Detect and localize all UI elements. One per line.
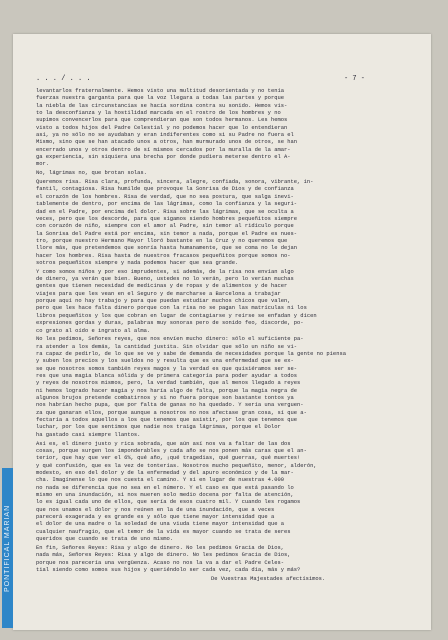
archive-stamp-label: PONTIFICAL MARIAN: [4, 504, 11, 592]
page-number: - 7 -: [344, 75, 366, 83]
signature-line: De Vuestras Majestades afectísimos.: [211, 575, 326, 583]
paragraph: No, lágrimas no, que brotan solas.: [36, 169, 147, 177]
letter-body: [36, 76, 366, 583]
continuation-mark: . . . / . . .: [36, 75, 91, 83]
paragraph: Y como somos niños y por eso imprudentes, si además, de la risa nos envían algo de dinero, ya verán que bien. Bueno, ustedes no lo verán, pero lo verían muchas gentes que tienen necesidad de medicinas y de ropas y de alimentos y de hacer viajes para que les vean en el Seguro y de marcharse a Barcelona a trabajar porque aquí no hay trabajo y para que puedan estudiar muchos chicos que valen, pero que les hace falta dinero porque con la risa no se pagan las matrículas ni los libros pequeñitos y los que cobran en lugar de contagiarse y reírse se enfadan y dicen expresiones gordas y duras, palabras muy sonoras pero de sonido feo, discorde, po- co grato al oído e ingrato al alma.: [36, 267, 317, 334]
paragraph: En fin, Señores Reyes: Risa y algo de dinero. No les pedimos Gracia de Dios, nada más, Señores Reyes: Risa y algo de dinero. No les pedimos Gracia de Dios, porque nos parecería una vergüenza. Acaso no nos la va a dar el Padre Celes- tial siendo como somos sus hijos y queriéndolo ser cada vez, cada día, más y más?: [36, 543, 301, 573]
paragraph: levantarlos fraternalmente. Hemos visto una multitud desorientada y no tenía fuerzas nuestra garganta para que la voz llegara a todas las partes y porque la niebla de las circunstancias se hacía sordina contra su sonido. Hemos vis- to la desconfianza y la hostilidad marcada en el rostro de los hombres y no supimos convencerlos para que comprendieran que son todos hermanos. Les hemos visto a todos hijos del Padre Celestial y no podemos hacer que lo entendieran así, ya no sólo no se ayudaban y eran indiferentes como si su Padre no fuera el Mismo, sino que se han atacado unos a otros, han murmurado unos de otros, se han encerrado unos y otros dentro de sí mismos cercados por la muralla de la amar- ga experiencia, sin siquiera una brecha por donde pudiera meterse dentro el A- mor.: [36, 87, 298, 168]
page-header: [36, 76, 366, 87]
paragraph: No les pedimos, Señores reyes, que nos envíen mucho dinero: sólo el suficiente pa- ra atender a los demás, la cantidad justita. Sin olvidar que sólo un niño se vi- ra capaz de pedirlo, de lo que se ve y sabe de demanda de necesidades porque la gente no piensa y suben los precios y los sueldos no y resulta que es una enfermedad que se ex- se que nosotros somos también reyes magos y la verdad es que quisiéramos ser se- res que una magia blanca sólida y de primera categoría para poder ayudar a todos y reyes de nosotros mismos, pero, la verdad también, que al menos llegado a reyes ni hemos logrado hacer magia y nos haría algo de falta, porque la magia negra de algunos brujos pretende combatirnos y si no fuera porque son bastante tontos ya nos habrían hecho pupa, que por falta de ganas no ha quedado. Y sería una verguen- za que ganaran ellos, porque aunque a nosotros no nos afectase gran cosa, sí que a- fectaría a todos aquellos a los que tenemos que asistir, por los que tenemos que luchar, por los que sentimos que nadie nos traiga lágrimas, porque el Dolor ha gastado casi siempre llantos.: [36, 335, 346, 438]
paragraph: Así es, el dinero justo y rica sobrada, que aún así nos va a faltar de las dos cosas, porque surgen los imponderables y cada año se nos ponen más caras que el an- terior, que hay que ver el 6%, qué año, ¡qué tragedias, qué guerras, qué muertes! y qué confusión, que es la vez de tonterías. Nosotros mucho pequeñito, menor, alderón, modesto, en eso del dolor y de la enfermedad y del apuro económico y de la mar- cha. Imagínense lo que nos cuesta el camino. Y si en lugar de nuestras 4.000 no nada se diferencia que no sea en el número. Y el caso es que está pasando lo mismo en una inundación, si nos mueren solo medio docena por falta de atención, lo es igual cada uno de ellos, que sería de esos cuatro mil. Y cuando les rogamos que nos unamos el dolor y nos reúnen en la de una inundación, que a veces parecerá exagerada y es grande es y sólo que tiene mayor intensidad que a el dolor de una madre o la soledad de una viuda tiene mayor intensidad que a cualquier naufragio, que el temor de la vida es mayor cuando se trata de seres queridos que cuando se trata de uno mismo.: [36, 439, 317, 543]
paragraph: Queremos risa. Risa clara, profunda, sincera, alegre, confiada, sonora, vibrante, in- fantil, contagiosa. Risa humilde que provoque la Sonrisa de Dios y de confianza el corazón de los hombres. Risa de verdad, que no sea postura, que salga inevi- tablemente de dentro, por encima de las lágrimas, como la confianza y la seguri- dad en el Padre, por encima del dolor. Risa sobre las lágrimas, que se oculta a veces, pero que los descorde, para que sigamos siendo hombres pequeñitos siempre con corazón de niño, siempre con el amor al Padre, sin temor al ridículo porque la Sonrisa del Padre está por encima, sin temor a nada, porque el Padre es nues- tro, porque nuestro Hermano Mayor lloró bastante en la Cruz y no queremos que llore más, que pretendemos que sonría hasta humanamente, que se coma no le dejan hacer los hombres. Risa hasta de nuestros fracasos pequeñitos porque somos no- sotros pequeñitos siempre y nada podemos hacer que sea grande.: [36, 178, 314, 266]
